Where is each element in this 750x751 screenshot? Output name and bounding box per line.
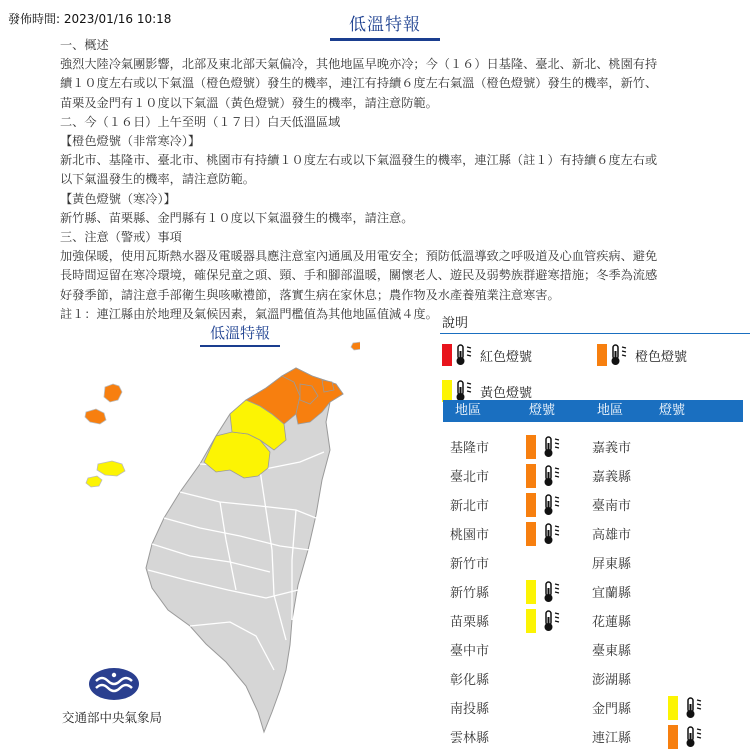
table-row — [592, 548, 704, 577]
legend-row — [440, 340, 750, 370]
keelung-city[interactable] — [322, 380, 334, 392]
bulletin-line: 一、概述 — [60, 38, 109, 52]
legend-item-orange — [595, 343, 750, 367]
header-region: 地區 — [455, 403, 482, 418]
table-row — [592, 606, 704, 635]
table-header — [443, 400, 743, 422]
agency-name: 交通部中央氣象局 — [62, 710, 163, 725]
table-row — [592, 635, 704, 664]
table-row — [592, 577, 704, 606]
bulletin-line: 強烈大陸冷氣團影響，北部及東北部天氣偏冷，其他地區早晚亦冷；今（１６）日基隆、臺北、新北、桃園有持 — [60, 57, 658, 72]
signal-bar — [526, 493, 536, 517]
table-column-right — [592, 432, 704, 751]
bulletin-line: 【橙色燈號（非常寒冷）】 — [60, 134, 201, 149]
kinmen-island-2[interactable] — [86, 476, 102, 487]
table-row — [592, 722, 704, 751]
thermometer-icon — [540, 493, 562, 517]
bulletin-text — [60, 36, 700, 324]
bulletin-line: 苗栗及金門有１０度以下氣溫（黃色燈號）發生的機率，請注意防範。 — [60, 95, 438, 110]
signal-bar — [526, 464, 536, 488]
region-name: 金門縣 — [592, 702, 632, 717]
region-name: 新竹市 — [450, 557, 490, 572]
region-name: 高雄市 — [592, 528, 632, 543]
matsu-island-2[interactable] — [104, 384, 122, 402]
signal-yellow — [526, 580, 562, 604]
signal-bar — [526, 609, 536, 633]
table-row — [450, 490, 562, 519]
bulletin-line: 好發季節，請注意手部衛生與咳嗽禮節，落實生病在家休息；農作物及水產養殖業注意寒害。 — [60, 287, 560, 302]
signal-yellow — [668, 696, 704, 720]
signal-yellow — [526, 609, 562, 633]
thermometer-icon — [540, 522, 562, 546]
region-name: 宜蘭縣 — [592, 586, 632, 601]
table-column-left — [450, 432, 562, 751]
table-row — [592, 664, 704, 693]
signal-orange — [526, 435, 562, 459]
bulletin-line: 新北市、基隆市、臺北市、桃園市有持續１０度左右或以下氣溫發生的機率，連江縣（註１）有持續６度左右或 — [60, 153, 658, 168]
matsu-island-1[interactable] — [351, 342, 360, 350]
table-row — [592, 693, 704, 722]
region-name: 連江縣 — [592, 731, 632, 746]
region-name: 苗栗縣 — [450, 615, 490, 630]
legend — [440, 310, 750, 406]
thermometer-icon — [540, 609, 562, 633]
thermometer-icon — [607, 343, 629, 367]
signal-orange — [526, 464, 562, 488]
region-name: 臺北市 — [450, 470, 490, 485]
signal-bar — [668, 696, 678, 720]
table-row — [592, 432, 704, 461]
region-name: 彰化縣 — [450, 673, 490, 688]
region-name: 嘉義市 — [592, 441, 632, 456]
region-name: 澎湖縣 — [592, 673, 632, 688]
bulletin-line: 以下氣溫發生的機率，請注意防範。 — [60, 172, 255, 187]
matsu-island-3[interactable] — [85, 409, 106, 424]
legend-label: 紅色燈號 — [480, 349, 533, 365]
signal-orange — [526, 493, 562, 517]
region-name: 嘉義縣 — [592, 470, 632, 485]
region-name: 臺中市 — [450, 644, 490, 659]
thermometer-icon — [540, 464, 562, 488]
legend-label: 橙色燈號 — [635, 349, 688, 365]
signal-bar — [526, 522, 536, 546]
region-name: 屏東縣 — [592, 557, 632, 572]
region-name: 新北市 — [450, 499, 490, 514]
bulletin-line: 加強保暖，使用瓦斯熱水器及電暖器具應注意室內通風及用電安全；預防低溫導致之呼吸道及心血管疾病、避免 — [60, 249, 658, 264]
legend-title: 說明 — [440, 310, 750, 334]
table-row — [450, 432, 562, 461]
region-name: 新竹縣 — [450, 586, 490, 601]
table-row — [450, 664, 562, 693]
publish-time: 發佈時間: 2023/01/16 10:18 — [8, 12, 172, 26]
legend-item-red — [440, 343, 595, 367]
bulletin-line: 長時間逗留在寒冷環境，確保兒童之頭、頸、手和腳部溫暖，關懷老人、遊民及弱勢族群避寒措施；冬季為流感 — [60, 268, 658, 283]
thermometer-icon — [540, 580, 562, 604]
red-swatch — [442, 344, 452, 366]
region-name: 桃園市 — [450, 528, 490, 543]
bulletin-line: 【黃色燈號（寒冷）】 — [60, 191, 176, 206]
region-name: 雲林縣 — [450, 731, 490, 746]
bulletin-line: 註１：連江縣由於地理及氣候因素，氣溫門檻值為其他地區值減４度。 — [60, 306, 438, 321]
table-row — [450, 693, 562, 722]
table-row — [450, 548, 562, 577]
orange-swatch — [597, 344, 607, 366]
table-row — [450, 519, 562, 548]
map-title: 低溫特報 — [200, 322, 280, 347]
yellow-swatch — [442, 380, 452, 402]
kinmen-island-1[interactable] — [97, 461, 125, 476]
region-name: 臺南市 — [592, 499, 632, 514]
region-name: 基隆市 — [450, 441, 490, 456]
signal-orange — [668, 725, 704, 749]
thermometer-icon — [540, 435, 562, 459]
region-name: 南投縣 — [450, 702, 490, 717]
header-region: 地區 — [597, 403, 624, 418]
table-row — [592, 461, 704, 490]
header-signal: 燈號 — [659, 403, 686, 418]
signal-bar — [668, 725, 678, 749]
signal-orange — [526, 522, 562, 546]
table-row — [450, 461, 562, 490]
thermometer-icon — [682, 725, 704, 749]
bulletin-line: 三、注意（警戒）事項 — [60, 230, 182, 245]
table-row — [450, 635, 562, 664]
bulletin-line: 二、今（１６日）上午至明（１７日）白天低溫區域 — [60, 114, 341, 129]
table-row — [592, 490, 704, 519]
region-name: 臺東縣 — [592, 644, 632, 659]
signal-bar — [526, 580, 536, 604]
table-row — [450, 577, 562, 606]
header-signal: 燈號 — [529, 403, 556, 418]
thermometer-icon — [682, 696, 704, 720]
cwa-logo-icon — [88, 667, 140, 701]
table-row — [450, 722, 562, 751]
signal-bar — [526, 435, 536, 459]
thermometer-icon — [452, 343, 474, 367]
bulletin-line: 新竹縣、苗栗縣、金門縣有１０度以下氣溫發生的機率，請注意。 — [60, 210, 414, 225]
page-title: 低溫特報 — [330, 10, 440, 41]
table-row — [592, 519, 704, 548]
region-name: 花蓮縣 — [592, 615, 632, 630]
legend-label: 黃色燈號 — [480, 385, 533, 401]
table-row — [450, 606, 562, 635]
bulletin-line: 續１０度左右或以下氣溫（橙色燈號）發生的機率，連江有持續６度左右氣溫（橙色燈號）發生的機率，新竹、 — [60, 76, 658, 91]
